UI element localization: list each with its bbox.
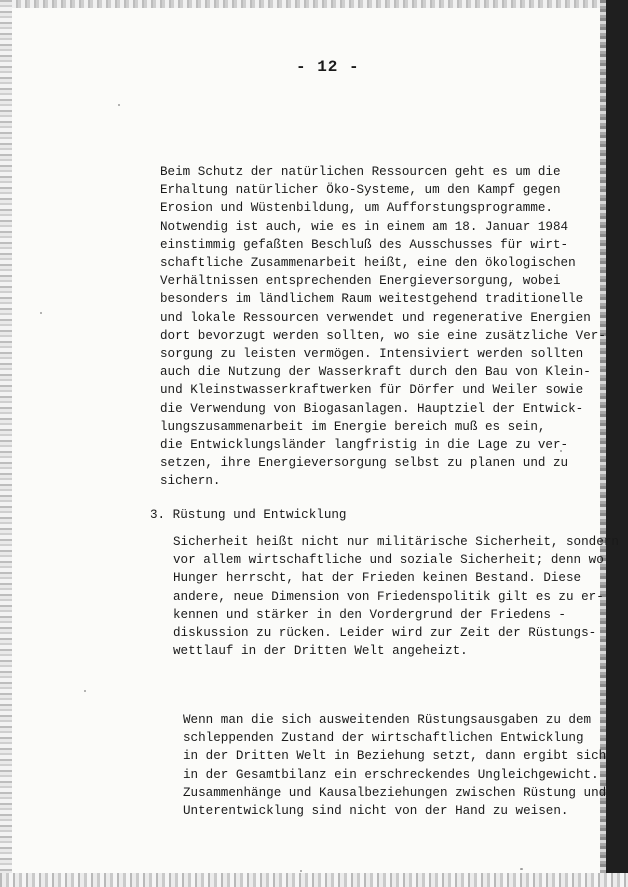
text-line: Sicherheit heißt nicht nur militärische Sicherheit, sondern (173, 535, 619, 549)
section-heading: 3. Rüstung und Entwicklung (150, 508, 347, 522)
text-line: andere, neue Dimension von Friedenspolitik gilt es zu er- (173, 589, 604, 604)
text-line: Unterentwicklung sind nicht von der Hand zu weisen. (183, 804, 569, 819)
text-line: in der Dritten Welt in Beziehung setzt, dann ergibt sich (183, 749, 607, 764)
text-line: diskussion zu rücken. Leider wird zur Zeit der Rüstungs- (173, 626, 597, 641)
text-line: setzen, ihre Energieversorgung selbst zu planen und zu (160, 456, 569, 471)
text-line: die Entwicklungsländer langfristig in die Lage zu ver- (160, 438, 569, 453)
paragraph-security (173, 533, 619, 660)
scan-speck (118, 104, 120, 106)
scan-edge-top (0, 0, 628, 8)
text-line: Wenn man die sich ausweitenden Rüstungsausgaben zu dem (183, 713, 592, 727)
text-line: schaftliche Zusammenarbeit heißt, eine den ökologischen (160, 256, 576, 271)
text-line: Zusammenhänge und Kausalbeziehungen zwischen Rüstung und (183, 785, 607, 800)
scan-speck (40, 312, 42, 314)
text-line: dort bevorzugt werden sollten, wo sie eine zusätzliche Ver- (160, 328, 606, 343)
text-line: Hunger herrscht, hat der Frieden keinen Bestand. Diese (173, 571, 582, 586)
paragraph-armament-spending (183, 711, 606, 820)
scan-edge-bottom (0, 873, 628, 887)
scan-speck (84, 690, 86, 692)
page-number: - 12 - (296, 58, 360, 76)
text-line: kennen und stärker in den Vordergrund der Friedens - (173, 607, 566, 622)
scan-edge-left (0, 0, 12, 887)
text-line: einstimmig gefaßten Beschluß des Ausschusses für wirt- (160, 237, 569, 252)
scan-speck (520, 868, 523, 870)
text-line: und Kleinstwasserkraftwerken für Dörfer und Weiler sowie (160, 383, 584, 398)
text-line: schleppenden Zustand der wirtschaftlichen Entwicklung (183, 731, 584, 746)
text-line: in der Gesamtbilanz ein erschreckendes Ungleichgewicht. (183, 767, 599, 782)
text-line: wettlauf in der Dritten Welt angeheizt. (173, 644, 468, 659)
text-line: sichern. (160, 474, 221, 489)
text-line: Beim Schutz der natürlichen Ressourcen geht es um die (160, 165, 561, 179)
paragraph-natural-resources (160, 163, 606, 491)
text-line: Erosion und Wüstenbildung, um Aufforstungsprogramme. (160, 201, 553, 216)
text-line: lungszusammenarbeit im Energie bereich muß es sein, (160, 419, 546, 434)
text-line: besonders im ländlichem Raum weitestgehend traditionelle (160, 292, 584, 307)
text-line: sorgung zu leisten vermögen. Intensiviert werden sollten (160, 347, 584, 362)
text-line: auch die Nutzung der Wasserkraft durch den Bau von Klein- (160, 365, 591, 380)
scan-speck (300, 870, 302, 872)
scan-edge-right (606, 0, 628, 887)
text-line: vor allem wirtschaftliche und soziale Sicherheit; denn wo (173, 553, 604, 568)
text-line: Verhältnissen entsprechenden Energieversorgung, wobei (160, 274, 561, 289)
text-line: die Verwendung von Biogasanlagen. Hauptziel der Entwick- (160, 401, 584, 416)
text-line: Erhaltung natürlicher Öko-Systeme, um den Kampf gegen (160, 183, 561, 198)
text-line: Notwendig ist auch, wie es in einem am 18. Januar 1984 (160, 219, 569, 234)
text-line: und lokale Ressourcen verwendet und regenerative Energien (160, 310, 591, 325)
